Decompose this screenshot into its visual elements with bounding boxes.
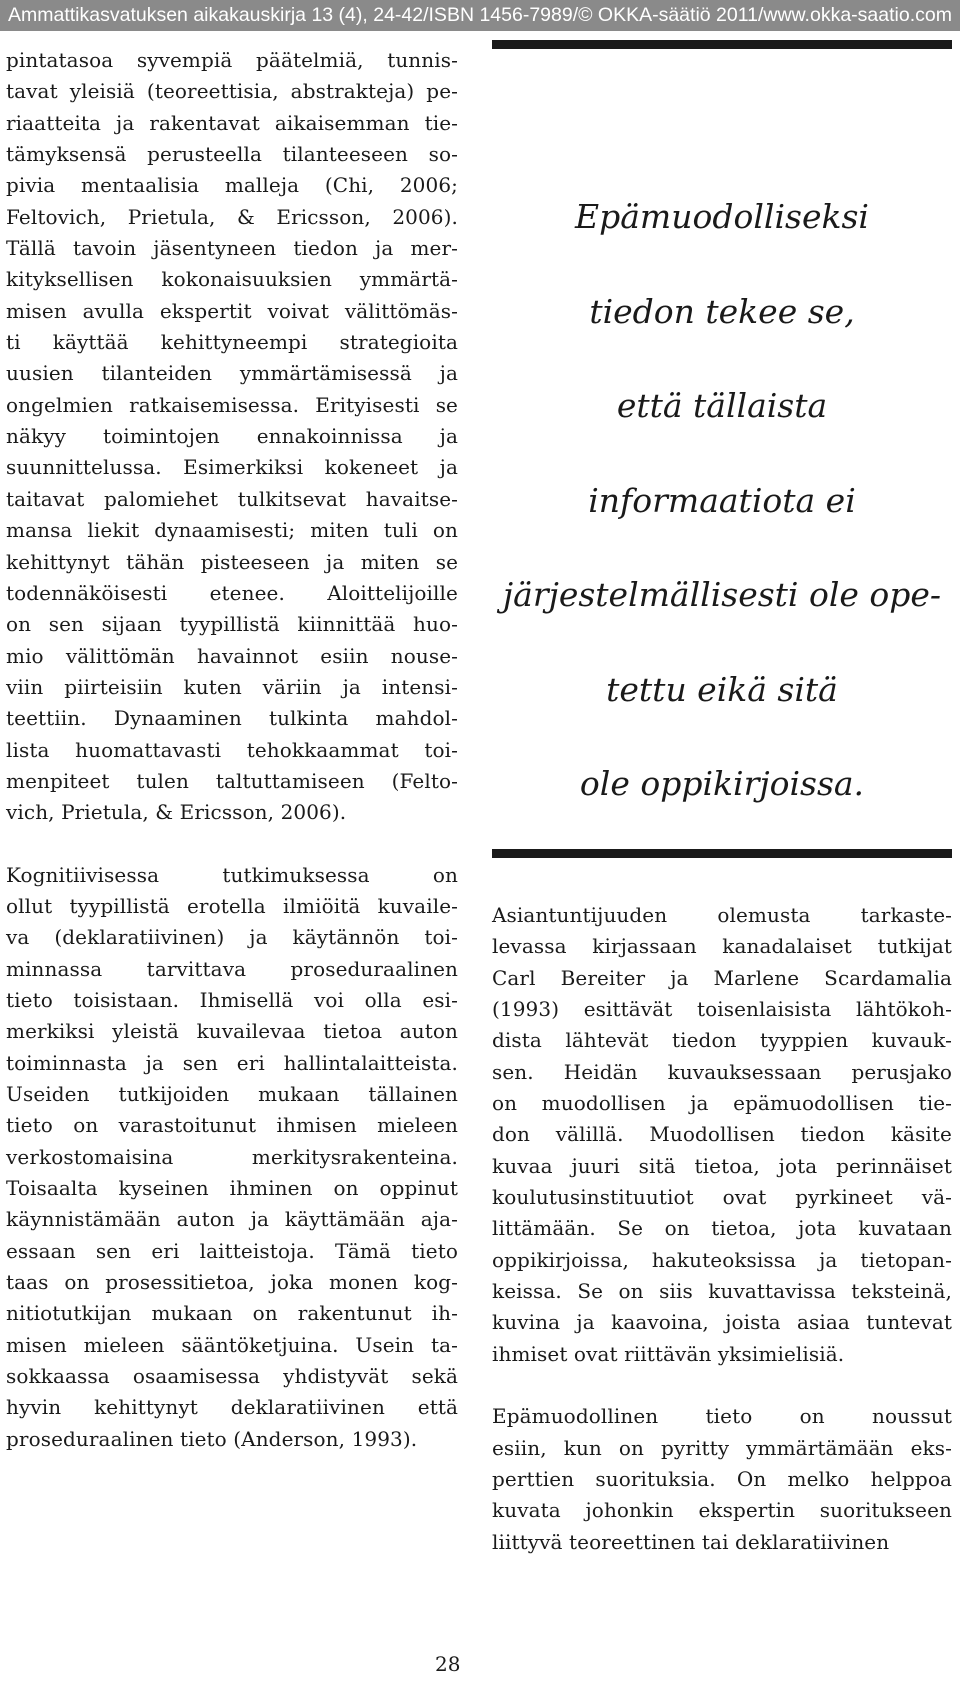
text-line: levassa kirjassaan kanadalaiset tutkijat — [492, 934, 952, 959]
paragraph-declarative-procedural — [6, 860, 458, 1456]
pull-quote-top-rule — [492, 40, 952, 49]
text-line: Epämuodollinen tieto on noussut — [492, 1404, 952, 1429]
left-column — [6, 45, 458, 1455]
text-line: esiin, kun on pyritty ymmärtämään eks- — [492, 1435, 952, 1460]
text-line: nitiotutkijan mukaan on rakentunut ih- — [6, 1301, 458, 1326]
text-line: merkiksi yleistä kuvailevaa tietoa auton — [6, 1019, 458, 1044]
text-line: Asiantuntijuuden olemusta tarkaste- — [492, 903, 952, 927]
text-line: on sen sijaan tyypillistä kiinnittää huo- — [6, 612, 458, 637]
text-line: menpiteet tulen taltuttamiseen (Felto- — [6, 768, 458, 793]
paragraph-expert-reasoning — [6, 45, 458, 829]
text-line: kuvina ja kaavoina, joista asiaa tuntevat — [492, 1310, 952, 1335]
text-line: verkostomaisina merkitysrakenteina. — [6, 1144, 458, 1169]
text-line: hyvin kehittynyt deklaratiivinen että — [6, 1395, 458, 1420]
text-line: uusien tilanteiden ymmärtämisessä ja — [6, 361, 458, 386]
paragraph-informal-knowledge — [492, 1401, 952, 1558]
right-column — [492, 900, 952, 1558]
text-line: ongelmien ratkaisemisessa. Erityisesti se — [6, 392, 458, 417]
text-line: ollut tyypillistä erotella ilmiöitä kuvaile- — [6, 893, 458, 918]
pull-quote-text — [492, 170, 952, 832]
text-line: essaan sen eri laitteistoja. Tämä tieto — [6, 1238, 458, 1263]
text-line: don välillä. Muodollisen tiedon käsite — [492, 1122, 952, 1147]
text-line: kuvaa juuri sitä tietoa, jota perinnäiset — [492, 1153, 952, 1178]
text-line: käynnistämään auton ja käyttämään aja- — [6, 1207, 458, 1232]
paragraph-gap — [6, 829, 458, 860]
paragraph-gap — [492, 1370, 952, 1401]
text-line: Carl Bereiter ja Marlene Scardamalia — [492, 965, 952, 990]
pull-quote-line: tiedon tekee se, — [589, 291, 855, 331]
text-line: kehittynyt tähän pisteeseen ja miten se — [6, 549, 458, 574]
text-line: Toisaalta kyseinen ihminen on oppinut — [6, 1176, 458, 1201]
text-line: Useiden tutkijoiden mukaan tällainen — [6, 1082, 458, 1106]
pull-quote-line: että tällaista — [616, 386, 828, 425]
page-number: 28 — [435, 1652, 461, 1676]
pull-quote-line: Epämuodolliseksi — [575, 197, 869, 236]
journal-header — [0, 0, 960, 31]
paragraph-bereiter-scardamalia — [492, 900, 952, 1370]
text-line: sen. Heidän kuvauksessaan perusjako — [492, 1059, 952, 1084]
pull-quote-line: järjestelmällisesti ole ope- — [502, 575, 942, 614]
text-line: va (deklaratiivinen) ja käytännön toi- — [6, 925, 458, 950]
pull-quote — [492, 40, 952, 860]
text-line: littämään. Se on tietoa, jota kuvataan — [492, 1216, 952, 1241]
pull-quote-line: ole oppikirjoissa. — [579, 764, 865, 803]
text-line: suunnittelussa. Esimerkiksi kokeneet ja — [6, 455, 458, 480]
text-line: Kognitiivisessa tutkimuksessa on — [6, 862, 458, 887]
text-line: mansa liekit dynaamisesti; miten tuli on — [6, 518, 458, 543]
text-line: pivia mentaalisia malleja (Chi, 2006; — [6, 173, 458, 198]
text-line: ihmiset ovat riittävän yksimielisiä. — [492, 1341, 845, 1366]
text-line: keissa. Se on siis kuvattavissa teksteinä, — [492, 1279, 952, 1304]
text-line: oppikirjoissa, hakuteoksissa ja tietopan- — [492, 1247, 952, 1272]
text-line: lista huomattavasti tehokkaammat toi- — [6, 737, 458, 762]
text-line: riaatteita ja rakentavat aikaisemman tie- — [6, 110, 458, 135]
text-line: proseduraalinen tieto (Anderson, 1993). — [6, 1426, 418, 1451]
text-line: toiminnasta ja sen eri hallintalaitteista. — [6, 1050, 458, 1075]
journal-header-text: Ammattikasvatuksen aikakauskirja 13 (4), 24-42/ISBN 1456-7989/© OKKA-säätiö 2011/www.okka-saatio.com — [8, 4, 952, 26]
text-line: misen mieleen sääntöketjuina. Usein ta- — [6, 1332, 458, 1357]
text-line: liittyvä teoreettinen tai deklaratiivinen — [492, 1529, 890, 1554]
text-line: misen avulla ekspertit voivat välittömäs- — [6, 298, 458, 323]
text-line: tavat yleisiä (teoreettisia, abstrakteja) pe- — [6, 79, 458, 104]
pull-quote-bottom-rule — [492, 849, 952, 858]
text-line: mio välittömän havainnot esiin nouse- — [6, 643, 458, 668]
text-line: Feltovich, Prietula, & Ericsson, 2006). — [6, 204, 458, 229]
text-line: taitavat palomiehet tulkitsevat havaitse- — [6, 486, 458, 511]
text-line: kuvata johonkin ekspertin suoritukseen — [492, 1498, 952, 1523]
text-line: taas on prosessitietoa, joka monen kog- — [6, 1270, 458, 1295]
text-line: vich, Prietula, & Ericsson, 2006). — [6, 800, 347, 825]
text-line: näkyy toimintojen ennakoinnissa ja — [6, 424, 458, 449]
text-line: kityksellisen kokonaisuuksien ymmärtä- — [6, 267, 458, 292]
text-line: koulutusinstituutiot ovat pyrkineet vä- — [492, 1185, 952, 1210]
text-line: todennäköisesti etenee. Aloittelijoille — [6, 580, 458, 605]
text-line: Tällä tavoin jäsentyneen tiedon ja mer- — [6, 236, 458, 261]
text-line: teettiin. Dynaaminen tulkinta mahdol- — [6, 706, 458, 731]
text-line: sokkaassa osaamisessa yhdistyvät sekä — [6, 1364, 458, 1389]
text-line: perttien suorituksia. On melko helppoa — [492, 1466, 952, 1491]
text-line: minnassa tarvittava proseduraalinen — [6, 956, 458, 981]
text-line: pintatasoa syvempiä päätelmiä, tunnis- — [6, 48, 458, 72]
pull-quote-line: informaatiota ei — [588, 480, 856, 520]
pull-quote-line: tettu eikä sitä — [606, 669, 838, 709]
text-line: viin piirteisiin kuten väriin ja intensi- — [6, 674, 458, 699]
text-line: on muodollisen ja epämuodollisen tie- — [492, 1091, 952, 1116]
text-line: dista lähtevät tiedon tyyppien kuvauk- — [492, 1028, 952, 1053]
text-line: ti käyttää kehittyneempi strategioita — [6, 330, 458, 355]
text-line: tieto on varastoitunut ihmisen mieleen — [6, 1113, 458, 1138]
text-line: tämyksensä perusteella tilanteeseen so- — [6, 142, 458, 167]
text-line: (1993) esittävät toisenlaisista lähtökoh- — [492, 997, 952, 1022]
text-line: tieto toisistaan. Ihmisellä voi olla esi- — [6, 987, 458, 1012]
